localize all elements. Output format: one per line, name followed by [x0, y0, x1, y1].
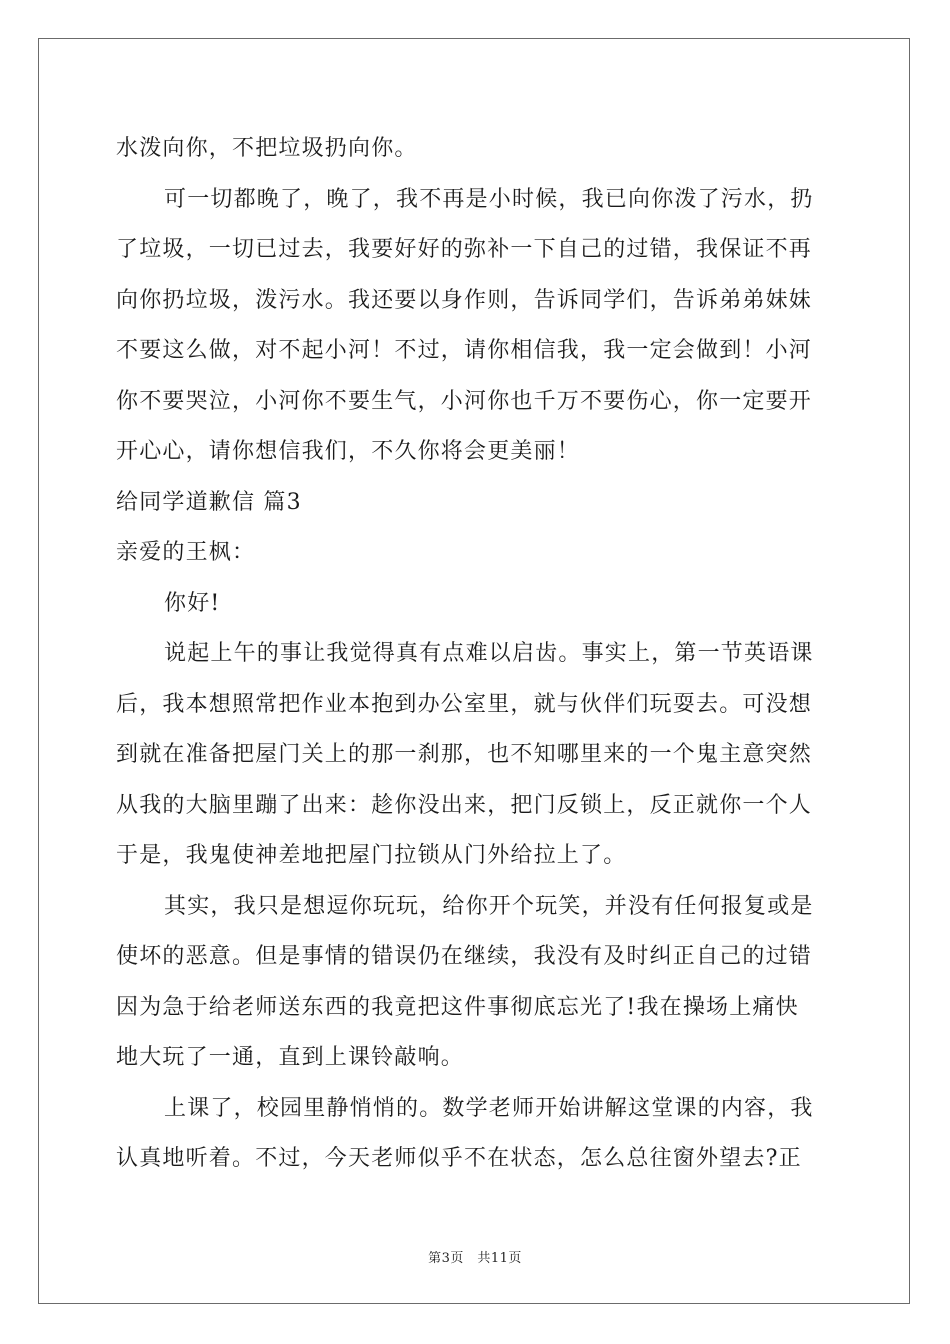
text-line: 向你扔垃圾，泼污水。我还要以身作则，告诉同学们，告诉弟弟妹妹 [116, 287, 813, 313]
text-line: 认真地听着。不过，今天老师似乎不在状态，怎么总往窗外望去?正 [116, 1146, 802, 1171]
text-line: 其实，我只是想逗你玩玩，给你开个玩笑，并没有任何报复或是 [164, 893, 814, 919]
text-line: 后，我本想照常把作业本抱到办公室里，就与伙伴们玩耍去。可没想 [116, 691, 813, 717]
page-number-footer: 第3页 共11页 [428, 1251, 522, 1266]
text-line: 上课了，校园里静悄悄的。数学老师开始讲解这堂课的内容，我 [164, 1095, 814, 1121]
text-line: 你好! [164, 590, 221, 616]
text-line: 说起上午的事让我觉得真有点难以启齿。事实上，第一节英语课 [164, 641, 814, 666]
text-line: 地大玩了一通，直到上课铃敲响。 [116, 1045, 465, 1070]
text-line: 使坏的恶意。但是事情的错误仍在继续，我没有及时纠正自己的过错 [116, 944, 813, 969]
text-line: 因为急于给老师送东西的我竟把这件事彻底忘光了!我在操场上痛快 [116, 994, 799, 1020]
text-line: 可一切都晚了，晚了，我不再是小时候，我已向你泼了污水，扔 [164, 186, 814, 212]
text-line: 从我的大脑里蹦了出来：趁你没出来，把门反锁上，反正就你一个人 [116, 792, 813, 818]
text-line: 水泼向你，不把垃圾扔向你。 [116, 136, 418, 161]
text-line: 你不要哭泣，小河你不要生气，小河你也千万不要伤心，你一定要开 [116, 388, 813, 414]
document-body [116, 124, 836, 1185]
text-line: 给同学道歉信 篇3 [116, 489, 302, 515]
text-line: 于是，我鬼使神差地把屋门拉锁从门外给拉上了。 [116, 843, 627, 868]
text-line: 不要这么做，对不起小河！不过，请你相信我，我一定会做到！小河 [116, 338, 813, 363]
text-line: 了垃圾，一切已过去，我要好好的弥补一下自己的过错，我保证不再 [116, 237, 813, 262]
text-line: 开心心，请你想信我们，不久你将会更美丽！ [116, 439, 581, 464]
text-line: 到就在准备把屋门关上的那一刹那，也不知哪里来的一个鬼主意突然 [116, 742, 813, 767]
text-line: 亲爱的王枫： [116, 540, 256, 565]
